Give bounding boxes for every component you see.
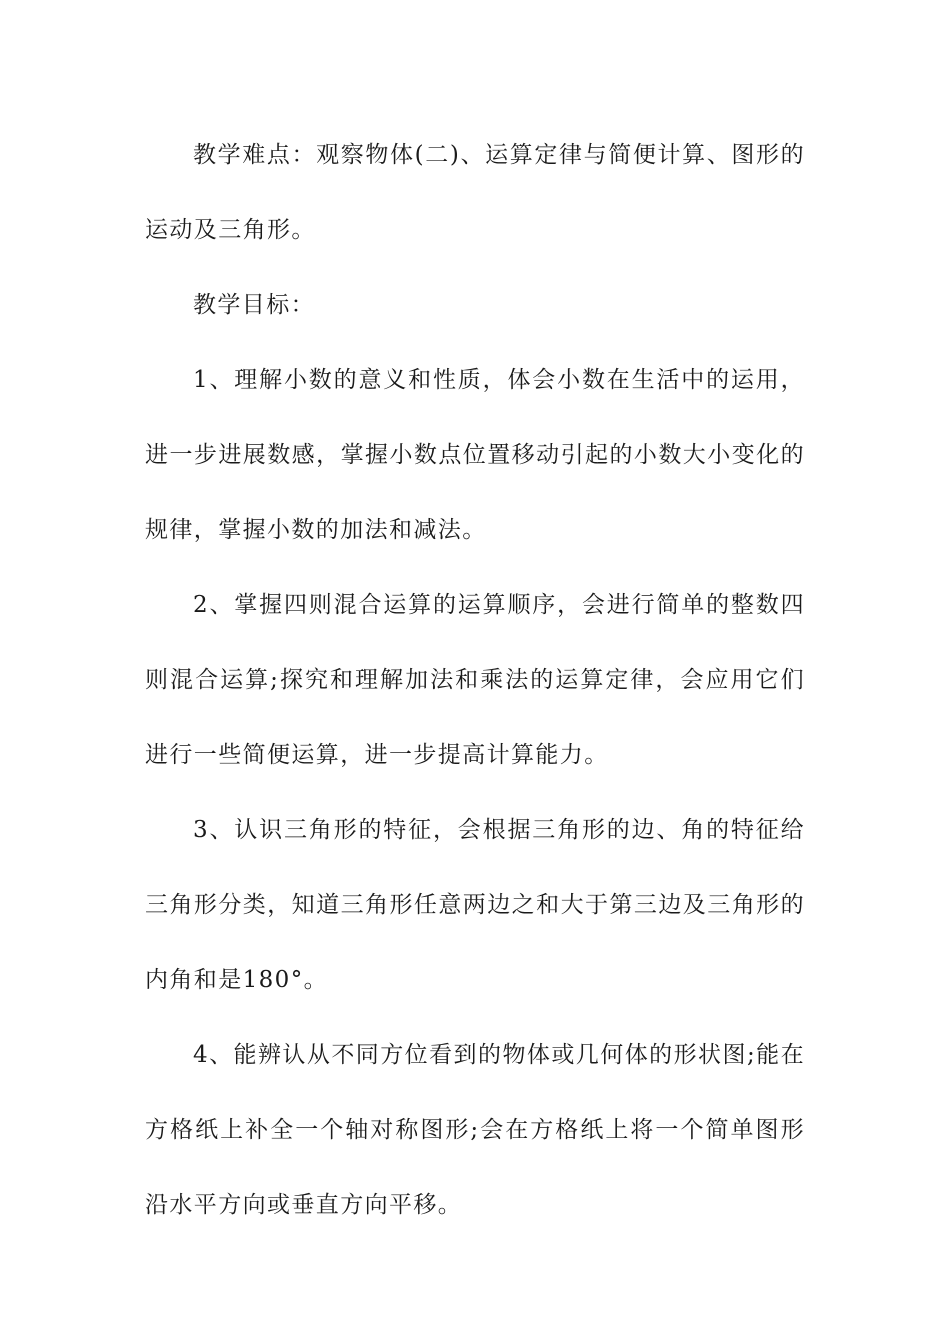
paragraph-goal-4: 4、能辨认从不同方位看到的物体或几何体的形状图;能在方格纸上补全一个轴对称图形;会在方格纸上将一个简单图形沿水平方向或垂直方向平移。 <box>145 1042 805 1218</box>
document-body <box>145 118 805 1243</box>
paragraph-goal-3: 3、认识三角形的特征，会根据三角形的边、角的特征给三角形分类，知道三角形任意两边之和大于第三边及三角形的内角和是180°。 <box>145 817 805 993</box>
paragraph-goal-2: 2、掌握四则混合运算的运算顺序，会进行简单的整数四则混合运算;探究和理解加法和乘法的运算定律，会应用它们进行一些简便运算，进一步提高计算能力。 <box>145 592 805 768</box>
paragraph-teaching-difficulties: 教学难点：观察物体(二)、运算定律与简便计算、图形的运动及三角形。 <box>145 142 805 243</box>
paragraph-goal-1: 1、理解小数的意义和性质，体会小数在生活中的运用，进一步进展数感，掌握小数点位置移动引起的小数大小变化的规律，掌握小数的加法和减法。 <box>145 367 805 543</box>
paragraph-teaching-goals-heading: 教学目标： <box>193 292 315 318</box>
